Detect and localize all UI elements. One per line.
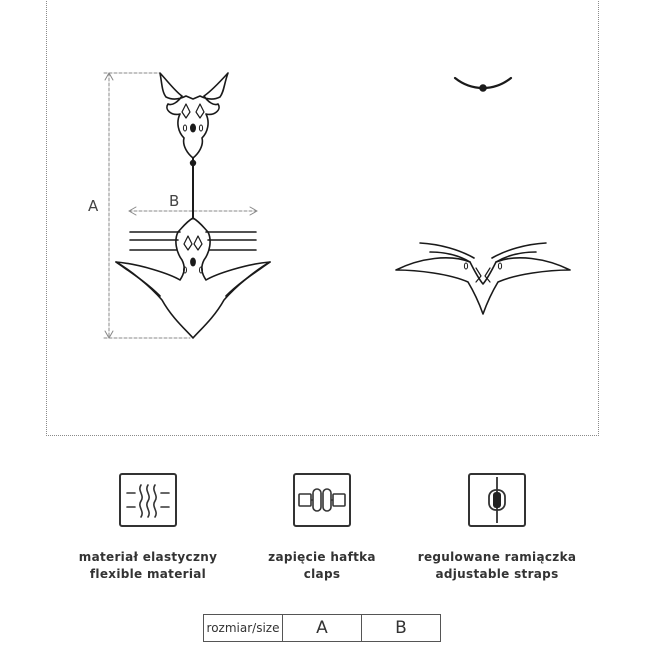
feature-label-en: flexible material bbox=[89, 567, 207, 581]
feature-label-pl: zapięcie haftka bbox=[268, 550, 376, 564]
dimension-b-label: B bbox=[169, 192, 180, 210]
front-side-straps bbox=[130, 232, 256, 250]
size-column-b: B bbox=[362, 615, 441, 642]
feature-flexible-material bbox=[63, 473, 233, 583]
elastic-material-icon bbox=[119, 473, 177, 527]
clasp-icon bbox=[293, 473, 351, 527]
feature-label-en: claps bbox=[303, 567, 341, 581]
adjustable-strap-icon bbox=[468, 473, 526, 527]
size-column-a: A bbox=[283, 615, 362, 642]
dimension-a-label: A bbox=[88, 197, 99, 215]
size-table-header: rozmiar/size bbox=[204, 615, 283, 642]
feature-label-pl: materiał elastyczny bbox=[78, 550, 218, 564]
feature-label-pl: regulowane ramiączka bbox=[417, 550, 577, 564]
front-neck-piece bbox=[160, 73, 228, 158]
feature-adjustable-straps bbox=[412, 473, 582, 583]
front-bodice bbox=[116, 218, 270, 338]
size-table bbox=[203, 614, 441, 642]
back-bodice bbox=[396, 243, 570, 314]
table-row bbox=[204, 615, 441, 642]
back-neck-strap bbox=[455, 78, 511, 91]
feature-claps bbox=[237, 473, 407, 583]
feature-label-en: adjustable straps bbox=[435, 567, 559, 581]
